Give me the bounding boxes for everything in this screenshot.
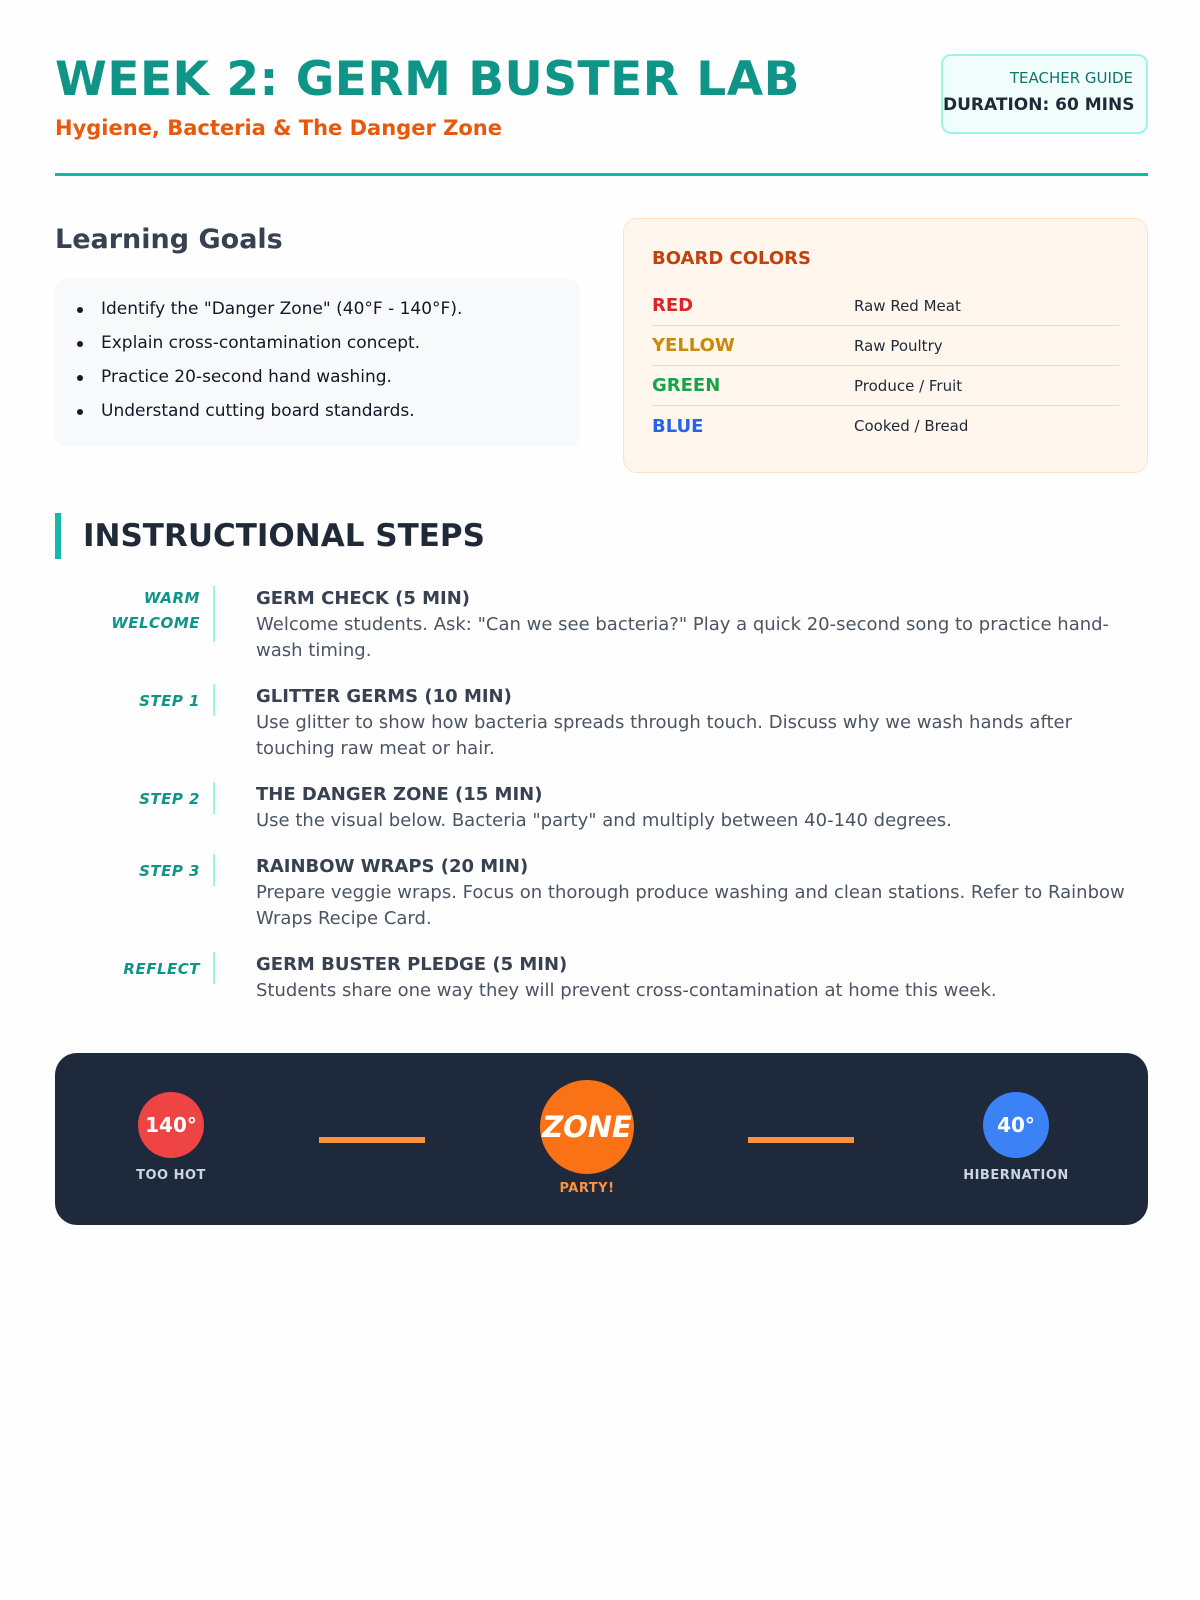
hibernation-badge: 40° (983, 1092, 1049, 1158)
danger-zone-visual (55, 1053, 1148, 1225)
step-item (55, 854, 1148, 952)
duration-label: DURATION: 60 MINS (943, 95, 1135, 115)
too-hot-badge: 140° (138, 1092, 204, 1158)
step-body (256, 586, 1136, 684)
step-divider (213, 586, 215, 642)
step-title: RAINBOW WRAPS (20 MIN) (256, 856, 529, 877)
lesson-page (55, 0, 1148, 1196)
page-title: WEEK 2: GERM BUSTER LAB (55, 52, 800, 107)
goal-text: Identify the "Danger Zone" (40°F - 140°F). (101, 299, 463, 319)
instructional-steps-list (55, 586, 1148, 1024)
step-divider (213, 952, 215, 984)
step-title: GLITTER GERMS (10 MIN) (256, 686, 512, 707)
board-color-use: Produce / Fruit (854, 376, 963, 395)
board-color-use: Cooked / Bread (854, 417, 969, 435)
learning-goals-title: Learning Goals (55, 224, 283, 255)
too-hot-caption: TOO HOT (136, 1168, 206, 1183)
connector-line (319, 1137, 425, 1143)
board-color-use: Raw Poultry (854, 336, 943, 355)
step-item (55, 782, 1148, 854)
step-description: Students share one way they will prevent cross-contamination at home this week. (256, 980, 997, 1001)
party-caption: PARTY! (559, 1181, 615, 1196)
step-label: STEP 2 (139, 790, 200, 808)
step-body (256, 684, 1136, 782)
bullet-icon (77, 341, 83, 347)
step-label: REFLECT (123, 960, 200, 978)
step-label: WARM WELCOME (111, 589, 200, 632)
learning-goals-list (55, 279, 580, 447)
step-item (55, 684, 1148, 782)
header-divider (55, 173, 1148, 176)
step-description: Use the visual below. Bacteria "party" and multiply between 40-140 degrees. (256, 810, 952, 831)
goal-text: Understand cutting board standards. (101, 401, 415, 421)
page-header (55, 0, 1148, 178)
board-colors-title: BOARD COLORS (652, 248, 812, 269)
board-colors-card (623, 218, 1148, 473)
step-label: STEP 1 (139, 692, 200, 710)
step-divider (213, 684, 215, 716)
step-item (55, 952, 1148, 1024)
board-color-name: GREEN (652, 375, 721, 396)
board-colors-table (652, 286, 1119, 446)
connector-line (748, 1137, 854, 1143)
step-description: Welcome students. Ask: "Can we see bacteria?" Play a quick 20-second song to practice hand-wash timing. (256, 614, 1110, 661)
goal-text: Practice 20-second hand washing. (101, 367, 392, 387)
board-color-name: RED (652, 295, 694, 316)
step-title: GERM BUSTER PLEDGE (5 MIN) (256, 954, 568, 975)
teacher-guide-badge (941, 54, 1148, 134)
goal-item (77, 330, 580, 364)
hibernation-caption: HIBERNATION (963, 1168, 1069, 1183)
step-body (256, 782, 1136, 854)
board-color-name: BLUE (652, 415, 704, 437)
board-row (652, 326, 1119, 366)
step-title: THE DANGER ZONE (15 MIN) (256, 784, 543, 805)
board-color-name: YELLOW (652, 335, 735, 356)
bullet-icon (77, 375, 83, 381)
goal-item (77, 296, 580, 330)
board-row (652, 286, 1119, 326)
danger-zone-badge: ZONE (540, 1080, 634, 1174)
step-divider (213, 854, 215, 886)
step-body (256, 854, 1136, 952)
step-item (55, 586, 1148, 684)
goal-item (77, 364, 580, 398)
instructional-steps-heading: INSTRUCTIONAL STEPS (55, 513, 485, 559)
bullet-icon (77, 307, 83, 313)
page-subtitle: Hygiene, Bacteria & The Danger Zone (55, 116, 502, 140)
step-description: Use glitter to show how bacteria spreads through touch. Discuss why we wash hands after touching raw meat or hair. (256, 712, 1072, 759)
bullet-icon (77, 409, 83, 415)
board-color-use: Raw Red Meat (854, 296, 961, 315)
step-title: GERM CHECK (5 MIN) (256, 588, 471, 609)
step-description: Prepare veggie wraps. Focus on thorough produce washing and clean stations. Refer to Rainbow Wraps Recipe Card. (256, 882, 1125, 929)
board-row (652, 366, 1119, 406)
step-divider (213, 782, 215, 814)
guide-label: TEACHER GUIDE (1009, 69, 1133, 87)
goal-text: Explain cross-contamination concept. (101, 333, 421, 353)
step-body (256, 952, 1136, 1024)
step-label: STEP 3 (139, 862, 200, 880)
goal-item (77, 398, 580, 432)
board-row (652, 406, 1119, 446)
